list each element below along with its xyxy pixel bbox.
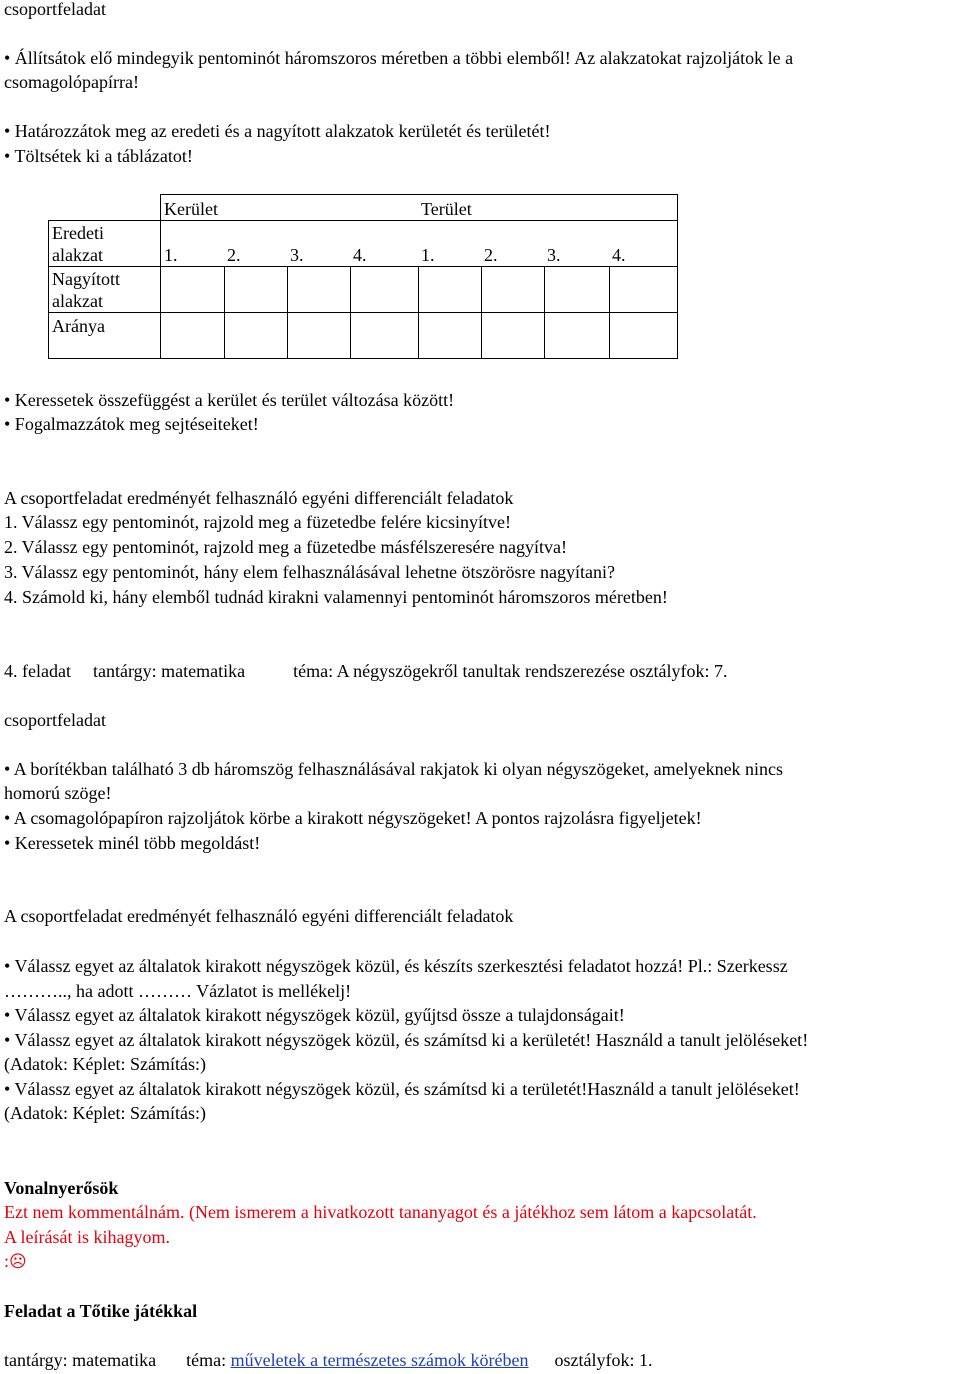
totike-topic-link[interactable]: műveletek a természetes számok körében — [230, 1350, 529, 1370]
individual-task-3: 3. Válassz egy pentominót, hány elem felhasználásával lehetne ötszörösre nagyítani? — [4, 562, 615, 582]
task4-choice-construction-line2: ……….., ha adott ……… Vázlatot is mellékelj! — [4, 981, 352, 1001]
group-task-heading: csoportfeladat — [4, 0, 106, 19]
row-ratio-label: Aránya — [49, 313, 161, 359]
table-cell-num: 3. — [544, 221, 609, 267]
table-corner — [49, 195, 161, 221]
perimeter-header: Kerület — [161, 195, 419, 221]
individual-task-4: 4. Számold ki, hány elemből tudnád kirakni valamennyi pentominót háromszoros méretben! — [4, 587, 668, 607]
totike-header — [4, 1349, 652, 1371]
table-cell-num: 2. — [481, 221, 544, 267]
table-cell-num: 4. — [350, 221, 418, 267]
totike-grade: osztályfok: 1. — [554, 1350, 653, 1370]
table-cell — [161, 267, 225, 313]
table-cell — [544, 313, 609, 359]
task4-bullet-more-solutions: • Keressetek minél több megoldást! — [4, 833, 261, 853]
row-original-shape-label: Eredeti alakzat — [49, 221, 161, 267]
area-header: Terület — [418, 195, 678, 221]
task4-choice-properties: • Válassz egyet az általatok kirakott négyszögek közül, gyűjtsd össze a tulajdonságait! — [4, 1005, 625, 1025]
review-comment-line3: :☹ — [4, 1251, 27, 1272]
review-comment-line1: Ezt nem kommentálnám. (Nem ismerem a hivatkozott tananyagot és a játékhoz sem látom a kapcsolatát. — [4, 1202, 757, 1222]
task-topic: téma: A négyszögekről tanultak rendszerezése osztályfok: 7. — [293, 661, 728, 681]
bullet-formulate-conjectures: • Fogalmazzátok meg sejtéseiteket! — [4, 414, 259, 434]
task4-choice-perimeter-line2: (Adatok: Képlet: Számítás:) — [4, 1054, 206, 1074]
task-subject: tantárgy: matematika — [92, 661, 246, 681]
perimeter-area-table — [48, 194, 678, 359]
task4-bullet-build-quadrilaterals-line1: • A borítékban található 3 db háromszög felhasználásával rakjatok ki olyan négyszögeket, amelyeknek nincs — [4, 759, 784, 779]
task4-choice-area-line2: (Adatok: Képlet: Számítás:) — [4, 1103, 206, 1123]
individual-tasks-heading: A csoportfeladat eredményét felhasználó egyéni differenciált feladatok — [4, 488, 514, 508]
task4-bullet-trace: • A csomagolópapíron rajzoljátok körbe a kirakott négyszögeket! A pontos rajzolásra figyeljetek! — [4, 808, 702, 828]
table-cell — [544, 267, 609, 313]
table-cell — [481, 267, 544, 313]
task4-header — [4, 660, 727, 682]
bullet-determine-perimeter-area: • Határozzátok meg az eredeti és a nagyított alakzatok kerületét és területét! — [4, 121, 551, 141]
table-cell — [161, 313, 225, 359]
task4-choice-perimeter-line1: • Válassz egyet az általatok kirakott négyszögek közül, és számítsd ki a kerületét! Használd a tanult jelöléseket! — [4, 1030, 809, 1050]
totike-topic-prefix: téma: — [186, 1350, 227, 1370]
table-cell — [609, 313, 678, 359]
table-cell — [224, 313, 287, 359]
bullet-build-pentominoes-line2: csomagolópapírra! — [4, 72, 139, 92]
table-cell-num: 3. — [287, 221, 350, 267]
review-comment-line2: A leírását is kihagyom. — [4, 1227, 170, 1247]
table-cell — [287, 313, 350, 359]
task4-bullet-build-quadrilaterals-line2: homorú szöge! — [4, 783, 112, 803]
task4-individual-heading: A csoportfeladat eredményét felhasználó egyéni differenciált feladatok — [4, 906, 514, 926]
task4-group-heading: csoportfeladat — [4, 710, 106, 730]
table-cell — [350, 267, 418, 313]
table-cell — [418, 313, 481, 359]
table-cell-num: 2. — [224, 221, 287, 267]
table-cell-num: 4. — [609, 221, 678, 267]
table-cell — [224, 267, 287, 313]
totike-subject: tantárgy: matematika — [4, 1350, 157, 1370]
table-cell — [287, 267, 350, 313]
table-cell-num: 1. — [418, 221, 481, 267]
totike-title: Feladat a Tőtike játékkal — [4, 1301, 198, 1321]
table-cell — [609, 267, 678, 313]
table-cell — [418, 267, 481, 313]
task4-choice-construction-line1: • Válassz egyet az általatok kirakott négyszögek közül, és készíts szerkesztési feladatot hozzá! Pl.: Szerkessz — [4, 956, 788, 976]
individual-task-1: 1. Válassz egy pentominót, rajzold meg a füzetedbe felére kicsinyítve! — [4, 512, 511, 532]
table-cell-num: 1. — [161, 221, 225, 267]
vonalnyerosok-title: Vonalnyerősök — [4, 1178, 119, 1198]
individual-task-2: 2. Válassz egy pentominót, rajzold meg a füzetedbe másfélszeresére nagyítva! — [4, 537, 567, 557]
bullet-fill-table: • Töltsétek ki a táblázatot! — [4, 146, 193, 166]
table-cell — [350, 313, 418, 359]
bullet-build-pentominoes-line1: • Állítsátok elő mindegyik pentominót háromszoros méretben a többi elemből! Az alakzatokat rajzoljátok le a — [4, 48, 794, 68]
table-cell — [481, 313, 544, 359]
bullet-find-relationship: • Keressetek összefüggést a kerület és terület változása között! — [4, 390, 455, 410]
frown-face-icon: ☹ — [9, 1252, 27, 1272]
row-enlarged-shape-label: Nagyított alakzat — [49, 267, 161, 313]
task-label: 4. feladat — [4, 661, 71, 681]
task4-choice-area-line1: • Válassz egyet az általatok kirakott négyszögek közül, és számítsd ki a területét!Használd a tanult jelöléseket! — [4, 1079, 800, 1099]
